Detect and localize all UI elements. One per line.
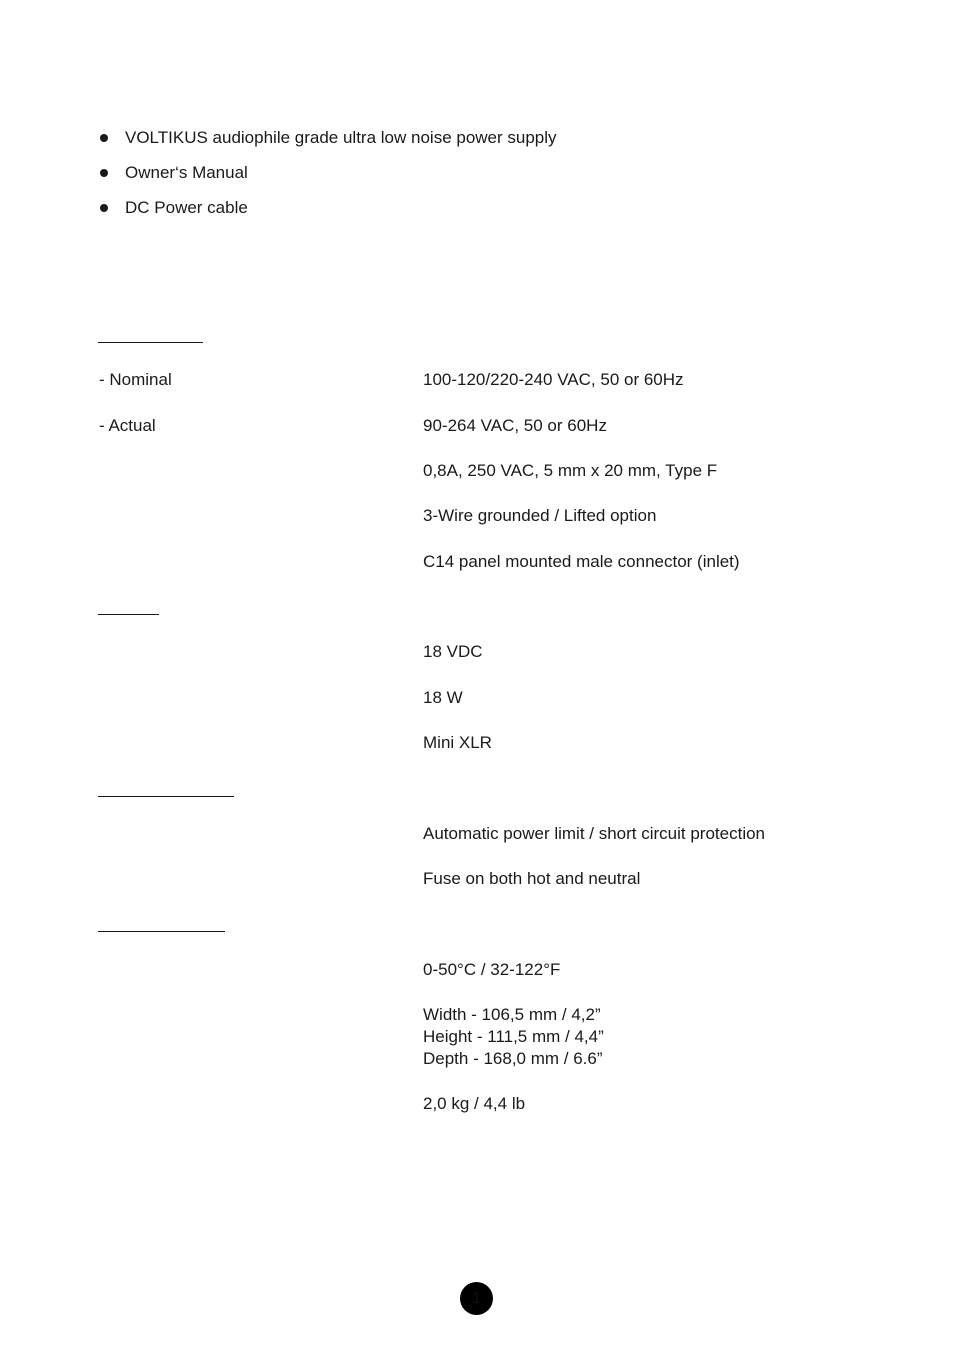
input-grounding-value: 3-Wire grounded / Lifted option [423, 506, 657, 525]
protection-fuse-value: Fuse on both hot and neutral [423, 869, 641, 888]
input-fuse-value: 0,8A, 250 VAC, 5 mm x 20 mm, Type F [423, 461, 718, 480]
output-voltage-value: 18 VDC [423, 642, 483, 661]
section-divider-protection [98, 796, 234, 797]
general-depth-value: Depth - 168,0 mm / 6.6” [423, 1049, 603, 1068]
general-weight-value: 2,0 kg / 4,4 lb [423, 1094, 526, 1113]
input-actual-value: 90-264 VAC, 50 or 60Hz [423, 416, 607, 435]
section-divider-input [98, 342, 203, 343]
protection-power-limit-value: Automatic power limit / short circuit protection [423, 824, 766, 843]
section-divider-output [98, 614, 159, 615]
output-power-value: 18 W [423, 688, 463, 707]
input-connector-value: C14 panel mounted male connector (inlet) [423, 552, 740, 571]
general-width-value: Width - 106,5 mm / 4,2” [423, 1005, 601, 1024]
output-connector-value: Mini XLR [423, 733, 492, 752]
list-item: DC Power cable [125, 198, 248, 217]
section-divider-general [98, 931, 225, 932]
input-actual-label: - Actual [99, 416, 156, 435]
input-nominal-value: 100-120/220-240 VAC, 50 or 60Hz [423, 370, 684, 389]
bullet-icon [99, 198, 113, 218]
general-height-value: Height - 111,5 mm / 4,4” [423, 1027, 604, 1046]
input-nominal-label: - Nominal [99, 370, 172, 389]
general-temperature-value: 0-50°C / 32-122°F [423, 960, 561, 979]
bullet-icon [99, 128, 113, 148]
page-number: 1 [460, 1282, 493, 1315]
list-item: VOLTIKUS audiophile grade ultra low noise power supply [125, 128, 557, 147]
list-item: Owner‘s Manual [125, 163, 248, 182]
bullet-icon [99, 163, 113, 183]
